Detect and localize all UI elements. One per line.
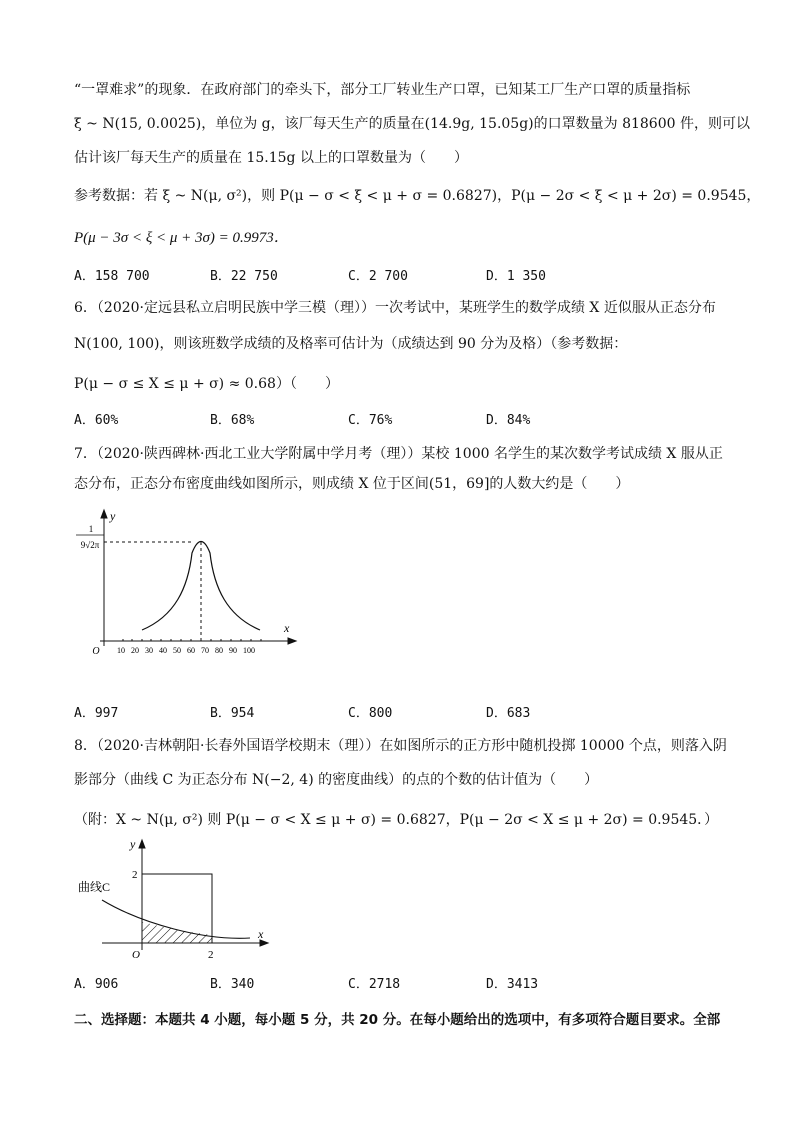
q7-y-label: y	[110, 509, 116, 523]
q5-option-c[interactable]: C．2 700	[348, 269, 408, 284]
q8-text-line-1: 8．（2020·吉林朝阳·长春外国语学校期末（理））在如图所示的正方形中随机投掷 10000 个点，则落入阴	[74, 738, 727, 754]
q6-option-b[interactable]: B．68%	[210, 413, 255, 428]
q5-reference-data-line-1: 参考数据：若 ξ ~ N(μ, σ²)，则 P(μ − σ < ξ < μ + σ = 0.6827)，P(μ − 2σ < ξ < μ + 2σ) = 0.9545，	[74, 188, 761, 204]
q8-x-label: x	[258, 927, 264, 941]
q5-option-b[interactable]: B．22 750	[210, 269, 278, 284]
q7-tick-label: 100	[243, 646, 255, 655]
q7-tick-label: 20	[131, 646, 139, 655]
q8-text-line-2: 影部分（曲线 C 为正态分布 N(−2, 4) 的密度曲线）的点的个数的估计值为（ ）	[74, 772, 599, 788]
q7-text-line-1: 7．（2020·陕西碑林·西北工业大学附属中学月考（理））某校 1000 名学生的某次数学考试成绩 X 服从正	[74, 446, 723, 462]
q7-tick-labels	[117, 646, 255, 655]
q7-y-axis-arrow	[101, 510, 107, 518]
q7-x-label: x	[284, 621, 290, 635]
q6-option-a[interactable]: A．60%	[74, 413, 119, 428]
q7-tick-label: 80	[215, 646, 223, 655]
q7-peak-numerator: 1	[88, 524, 94, 534]
q7-tick-label: 90	[229, 646, 237, 655]
q7-tick-label: 50	[173, 646, 181, 655]
q8-y-axis-arrow	[139, 840, 145, 848]
q6-option-c[interactable]: C．76%	[348, 413, 393, 428]
q8-option-a[interactable]: A．906	[74, 977, 119, 992]
q6-text-line-2: N(100, 100)，则该班数学成绩的及格率可估计为（成绩达到 90 分为及格）（参考数据：	[74, 336, 628, 352]
q7-option-b[interactable]: B．954	[210, 706, 255, 721]
q8-y-label: y	[130, 838, 136, 851]
section-2-heading: 二、选择题：本题共 4 小题，每小题 5 分，共 20 分。在每小题给出的选项中，有多项符合题目要求。全部	[74, 1012, 721, 1028]
q7-tick-label: 40	[159, 646, 167, 655]
q8-option-b[interactable]: B．340	[210, 977, 255, 992]
q7-tick-label: 70	[201, 646, 209, 655]
q5-text-line-3: 估计该厂每天生产的质量在 15.15g 以上的口罩数量为（ ）	[74, 150, 468, 166]
q8-x-tick-label: 2	[208, 949, 214, 961]
q6-text-line-1: 6．（2020·定远县私立启明民族中学三模（理））一次考试中，某班学生的数学成绩 X 近似服从正态分布	[74, 300, 716, 316]
q7-peak-denominator: 9√2π	[80, 540, 100, 550]
q5-reference-data-line-2: P(μ − 3σ < ξ < μ + 3σ) = 0.9973．	[74, 230, 289, 246]
q8-square-figure	[74, 838, 274, 968]
q8-origin-label: O	[132, 949, 140, 961]
q7-origin-label: O	[92, 646, 100, 657]
q7-text-line-2: 态分布，正态分布密度曲线如图所示，则成绩 X 位于区间(51，69]的人数大约是（ ）	[74, 476, 630, 492]
q8-option-d[interactable]: D．3413	[486, 977, 539, 992]
q8-shaded-region	[142, 922, 212, 943]
q5-option-a[interactable]: A．158 700	[74, 269, 150, 284]
q6-option-d[interactable]: D．84%	[486, 413, 531, 428]
q6-text-line-3: P(μ − σ ≤ X ≤ μ + σ) ≈ 0.68）（ ）	[74, 376, 339, 392]
q8-option-c[interactable]: C．2718	[348, 977, 401, 992]
q5-option-d[interactable]: D．1 350	[486, 269, 546, 284]
q5-text-line-2: ξ ~ N(15, 0.0025)，单位为 g，该厂每天生产的质量在(14.9g, 15.05g)的口罩数量为 818600 件，则可以	[74, 116, 750, 132]
q7-x-axis-arrow	[288, 638, 296, 644]
q7-option-a[interactable]: A．997	[74, 706, 119, 721]
q7-option-c[interactable]: C．800	[348, 706, 393, 721]
q8-curve-label: 曲线C	[78, 880, 111, 894]
q8-text-line-3: （附：X ~ N(μ, σ²) 则 P(μ − σ < X ≤ μ + σ) = 0.6827，P(μ − 2σ < X ≤ μ + 2σ) = 0.9545．）	[74, 812, 719, 828]
q8-y-tick-label: 2	[132, 869, 138, 881]
q7-tick-label: 30	[145, 646, 153, 655]
q7-normal-density-figure	[70, 508, 300, 658]
q7-tick-label: 10	[117, 646, 125, 655]
q5-text-line-1: “一罩难求”的现象．在政府部门的牵头下，部分工厂转业生产口罩，已知某工厂生产口罩的质量指标	[74, 82, 691, 98]
q7-option-d[interactable]: D．683	[486, 706, 531, 721]
q7-tick-label: 60	[187, 646, 195, 655]
